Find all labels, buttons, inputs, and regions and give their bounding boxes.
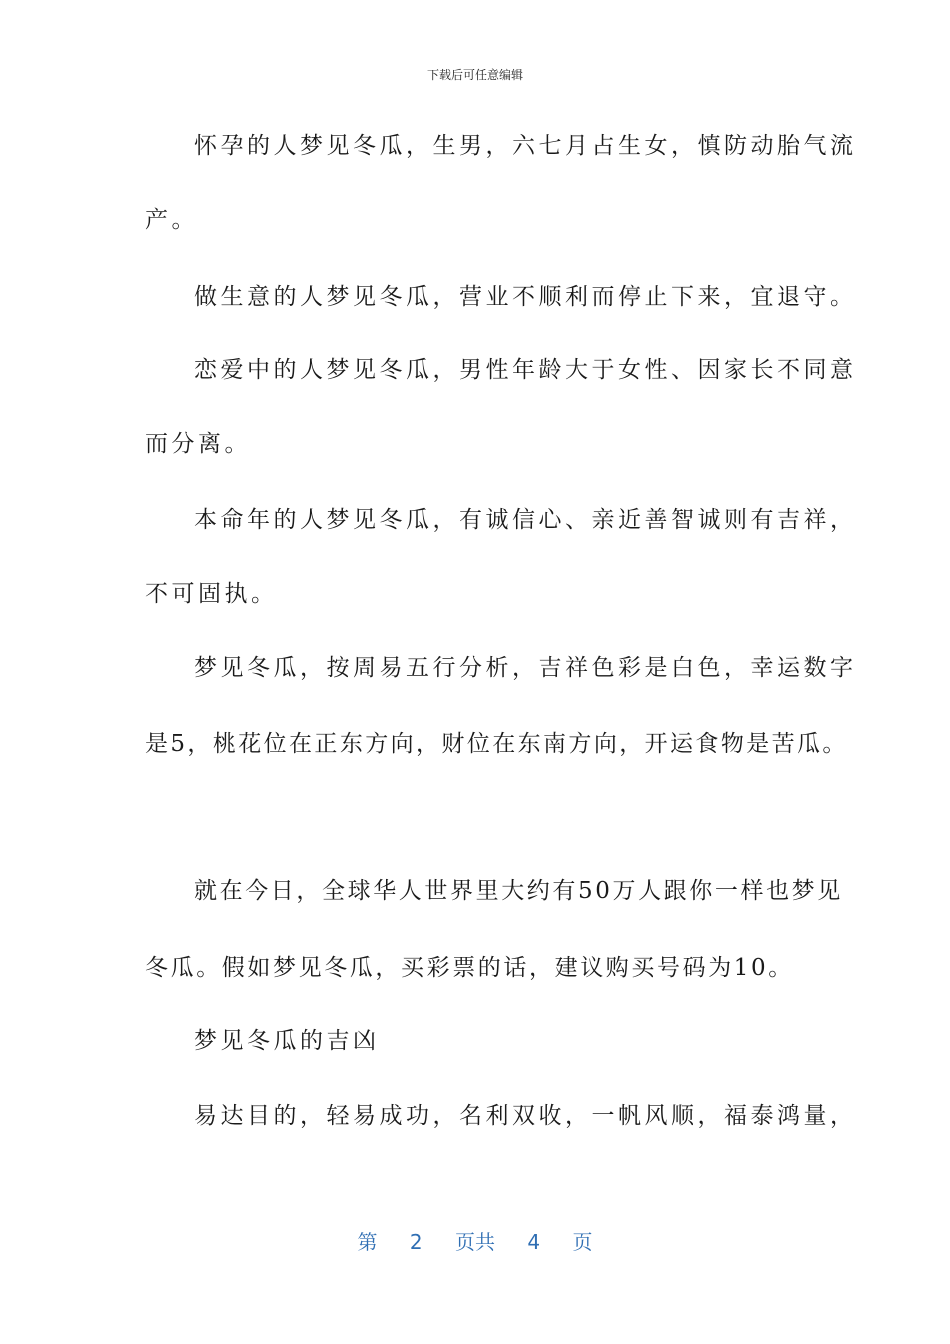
footer-suffix: 页 bbox=[572, 1230, 593, 1254]
section-heading: 梦见冬瓜的吉凶 bbox=[194, 1028, 380, 1054]
body-line-7: 不可固执。 bbox=[145, 581, 278, 607]
body-line-11: 冬瓜。假如梦见冬瓜，买彩票的话，建议购买号码为10。 bbox=[145, 955, 794, 981]
footer-prefix: 第 bbox=[357, 1230, 378, 1254]
body-line-3: 做生意的人梦见冬瓜，营业不顺利而停止下来，宜退守。 bbox=[194, 284, 857, 310]
body-line-9: 是5，桃花位在正东方向，财位在东南方向，开运食物是苦瓜。 bbox=[145, 731, 848, 757]
body-line-1: 怀孕的人梦见冬瓜，生男，六七月占生女，慎防动胎气流 bbox=[194, 133, 857, 159]
footer-total-pages: 4 bbox=[527, 1230, 541, 1254]
body-line-13: 易达目的，轻易成功，名利双收，一帆风顺，福泰鸿量， bbox=[194, 1103, 857, 1129]
body-line-5: 而分离。 bbox=[145, 431, 251, 457]
body-line-4: 恋爱中的人梦见冬瓜，男性年龄大于女性、因家长不同意 bbox=[194, 357, 857, 383]
page-header: 下载后可任意编辑 bbox=[426, 68, 523, 82]
footer-current-page: 2 bbox=[409, 1230, 423, 1254]
footer-middle: 页共 bbox=[455, 1230, 495, 1254]
body-line-2: 产。 bbox=[145, 207, 198, 233]
page-footer bbox=[0, 1226, 950, 1255]
body-line-8: 梦见冬瓜，按周易五行分析，吉祥色彩是白色，幸运数字 bbox=[194, 655, 857, 681]
body-line-10: 就在今日，全球华人世界里大约有50万人跟你一样也梦见 bbox=[194, 878, 843, 904]
body-line-6: 本命年的人梦见冬瓜，有诚信心、亲近善智诚则有吉祥， bbox=[194, 507, 857, 533]
